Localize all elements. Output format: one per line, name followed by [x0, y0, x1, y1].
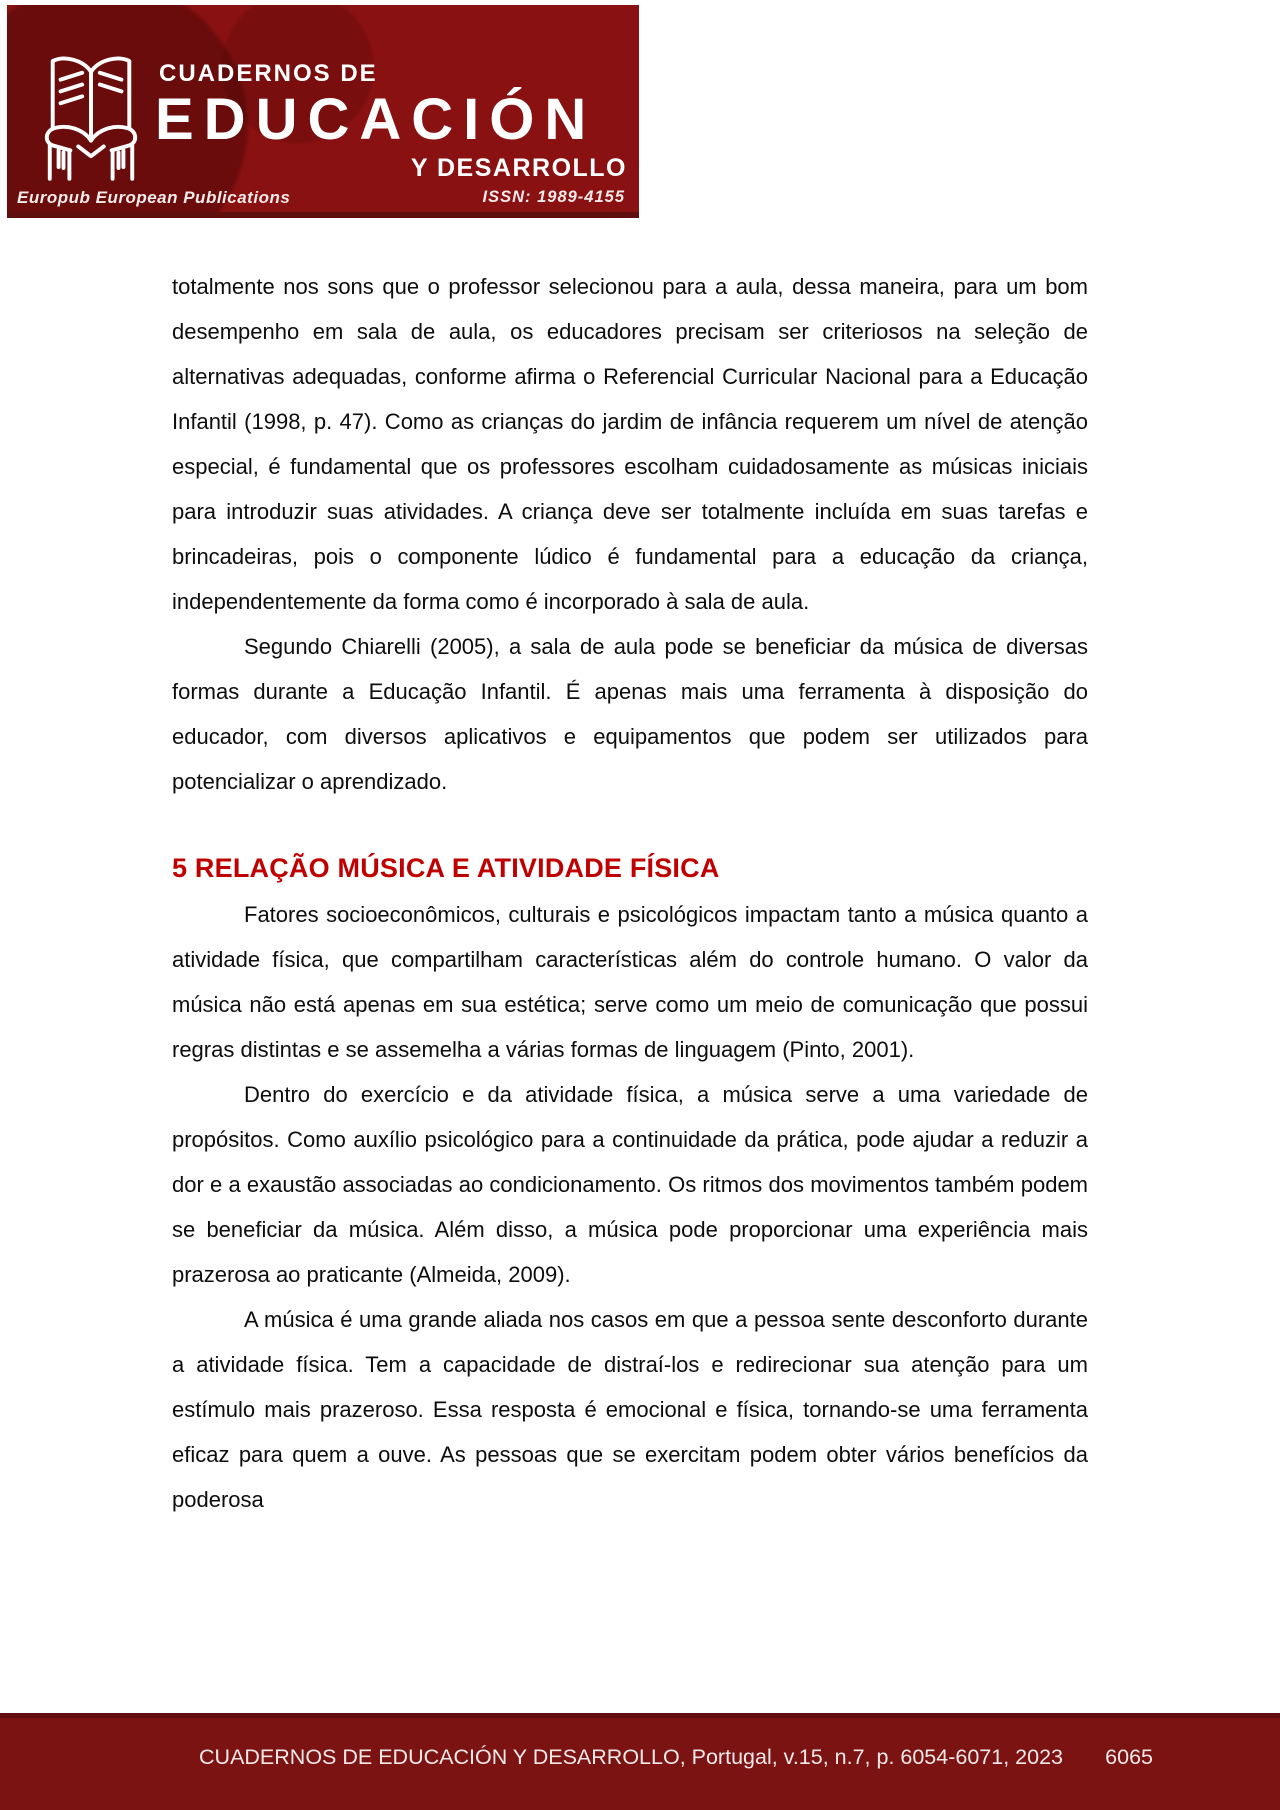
journal-header-banner	[7, 5, 639, 218]
brand-name-main: EDUCACIÓN	[155, 87, 597, 152]
article-body	[172, 264, 1088, 1522]
footer-page-number: 6065	[1105, 1745, 1153, 1769]
paragraph: Dentro do exercício e da atividade física, a música serve a uma variedade de propósitos. Como auxílio psicológico para a continuidade da prática, pode ajudar a reduzir a dor e a exaustão associadas ao condicionamento. Os ritmos dos movimentos também podem se beneficiar da música. Além disso, a música pode proporcionar uma experiência mais prazerosa ao praticante (Almeida, 2009).	[172, 1082, 1088, 1287]
publisher-label: Europub European Publications	[17, 188, 291, 207]
paragraph: A música é uma grande aliada nos casos em que a pessoa sente desconforto durante a atividade física. Tem a capacidade de distraí-los e redirecionar sua atenção para um estímulo mais prazeroso. Essa resposta é emocional e física, tornando-se uma ferramenta eficaz para quem a ouve. As pessoas que se exercitam podem obter vários benefícios da poderosa	[172, 1307, 1088, 1512]
journal-footer-bar	[0, 1713, 1280, 1810]
paragraph: totalmente nos sons que o professor selecionou para a aula, dessa maneira, para um bom desempenho em sala de aula, os educadores precisam ser criteriosos na seleção de alternativas adequadas, conforme afirma o Referencial Curricular Nacional para a Educação Infantil (1998, p. 47). Como as crianças do jardim de infância requerem um nível de atenção especial, é fundamental que os professores escolham cuidadosamente as músicas iniciais para introduzir suas atividades. A criança deve ser totalmente incluída em suas tarefas e brincadeiras, pois o componente lúdico é fundamental para a educação da criança, independentemente da forma como é incorporado à sala de aula.	[172, 274, 1088, 614]
brand-name-top: CUADERNOS DE	[159, 60, 378, 87]
issn-label: ISSN: 1989-4155	[482, 188, 625, 206]
section-heading: 5 RELAÇÃO MÚSICA E ATIVIDADE FÍSICA	[172, 853, 720, 883]
brand-name-sub: Y DESARROLLO	[410, 154, 627, 182]
paragraph: Fatores socioeconômicos, culturais e psicológicos impactam tanto a música quanto a atividade física, que compartilham características além do controle humano. O valor da música não está apenas em sua estética; serve como um meio de comunicação que possui regras distintas e se assemelha a várias formas de linguagem (Pinto, 2001).	[172, 902, 1088, 1062]
book-logo-icon	[37, 47, 145, 182]
footer-citation: CUADERNOS DE EDUCACIÓN Y DESARROLLO, Portugal, v.15, n.7, p. 6054-6071, 2023	[199, 1745, 1063, 1769]
paragraph: Segundo Chiarelli (2005), a sala de aula pode se beneficiar da música de diversas formas durante a Educação Infantil. É apenas mais uma ferramenta à disposição do educador, com diversos aplicativos e equipamentos que podem ser utilizados para potencializar o aprendizado.	[172, 634, 1088, 794]
